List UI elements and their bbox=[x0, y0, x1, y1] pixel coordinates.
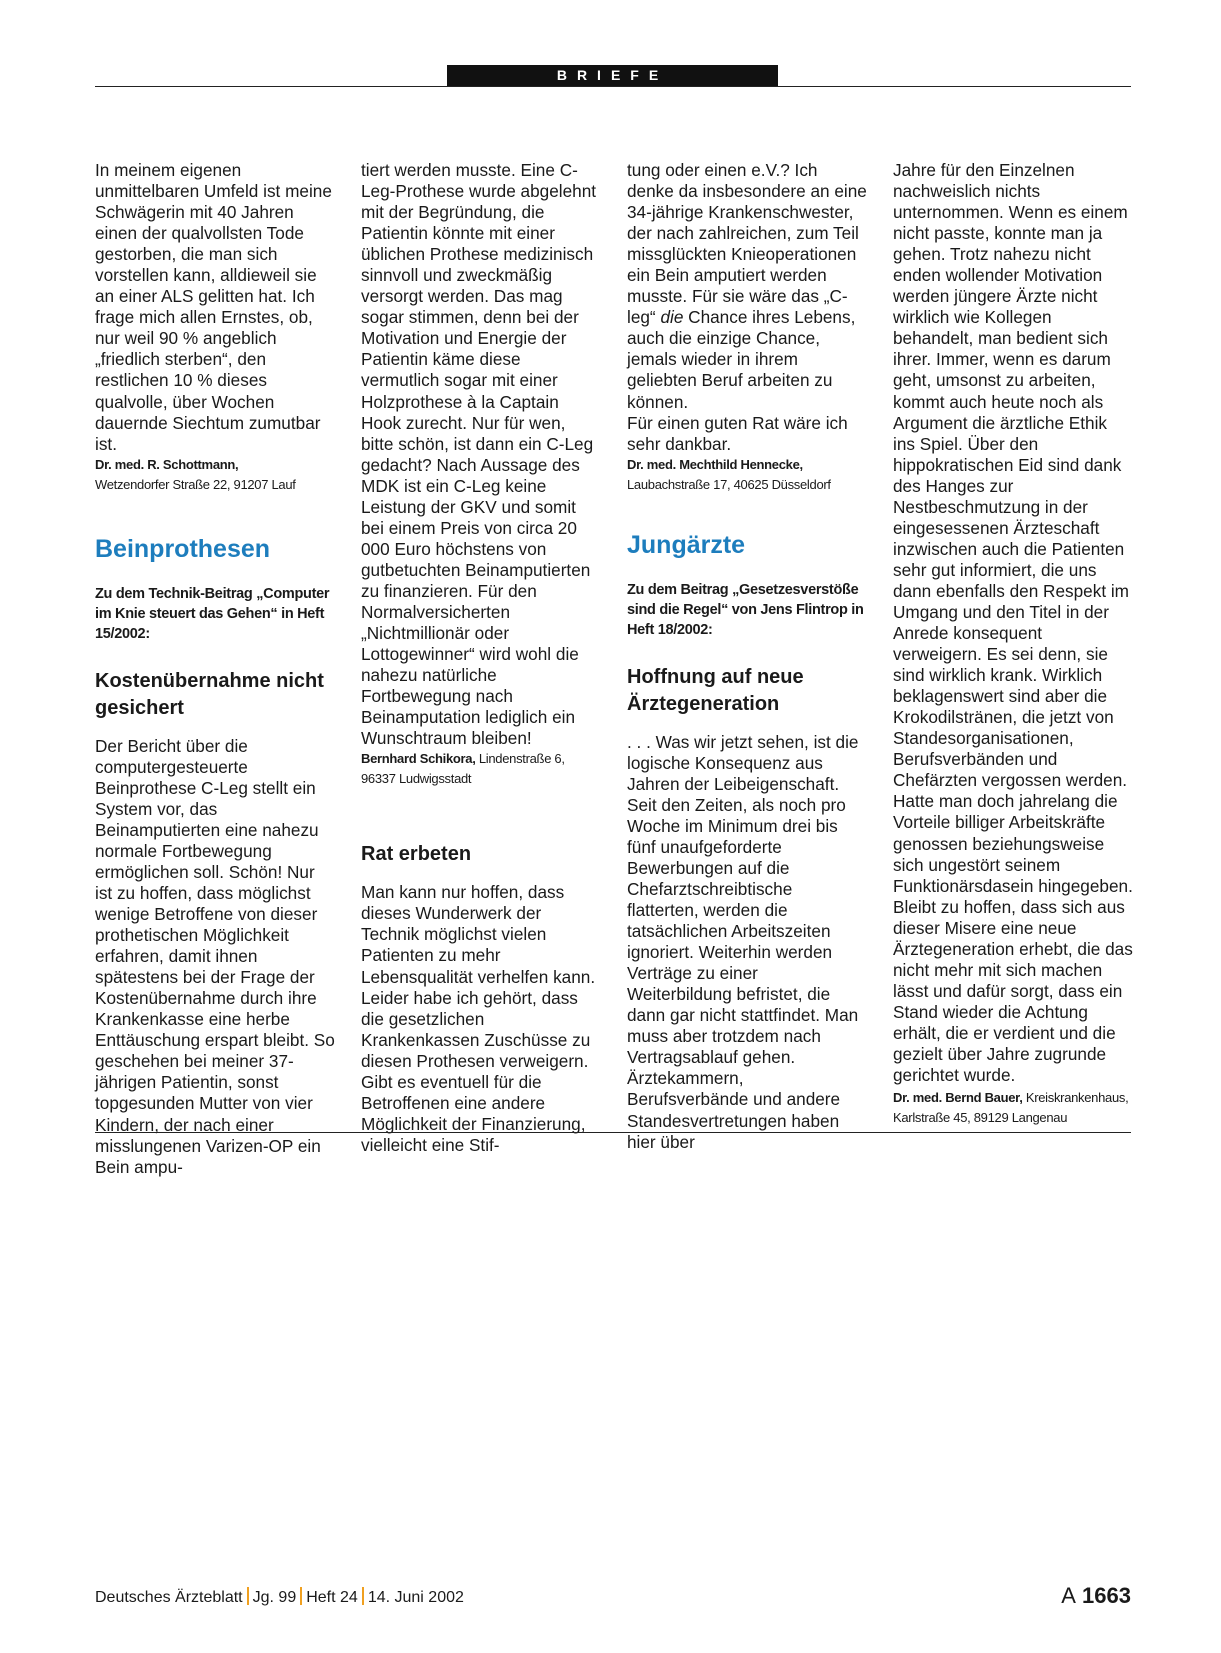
column-1 bbox=[95, 160, 335, 1178]
signature-address: Laubachstraße 17, 40625 Düsseldorf bbox=[627, 476, 831, 492]
letter-signature bbox=[893, 1088, 1133, 1128]
footer-separator bbox=[300, 1587, 302, 1605]
journal-name: Deutsches Ärzteblatt bbox=[95, 1589, 243, 1606]
section-title: Jungärzte bbox=[627, 530, 746, 559]
header-rule bbox=[95, 86, 1131, 87]
footer-separator bbox=[247, 1587, 249, 1605]
issue: Heft 24 bbox=[306, 1589, 358, 1606]
column-4 bbox=[893, 160, 1133, 1128]
letter-paragraph: Für einen guten Rat wäre ich sehr dankbar. bbox=[627, 412, 848, 454]
signature-name: Dr. med. R. Schottmann, bbox=[95, 456, 239, 472]
signature-name: Dr. med. Mechthild Hennecke, bbox=[627, 456, 803, 472]
letter-signature bbox=[361, 749, 601, 789]
letter-signature bbox=[627, 455, 867, 495]
signature-name: Dr. med. Bernd Bauer, bbox=[893, 1090, 1023, 1106]
signature-name: Bernhard Schikora, bbox=[361, 751, 476, 767]
paragraph-text: Chance ihres Lebens, auch die einzige Chance, jemals wieder in ihrem geliebten Beruf arbeiten zu können. bbox=[627, 307, 856, 412]
column-3 bbox=[627, 160, 867, 1153]
signature-address: Kreiskrankenhaus, Karlstraße 45, 89129 Langenau bbox=[893, 1090, 1129, 1126]
letter-paragraph: Man kann nur hoffen, dass dieses Wunderwerk der Technik möglichst vielen Patienten zu mehr Lebensqualität verhelfen kann. Leider habe ich gehört, dass die gesetzlichen Krankenkassen Zuschüsse zu diesen Prothesen verweigern. Gibt es eventuell für die Betroffenen eine andere Möglichkeit der Finanzierung, vielleicht eine Stif- bbox=[361, 882, 596, 1155]
footer-separator bbox=[362, 1587, 364, 1605]
letter-paragraph: tiert werden musste. Eine C-Leg-Prothese wurde abgelehnt mit der Begründung, die Patientin könnte mit einer üblichen Prothese medizinisch sinnvoll und zweckmäßig versorgt werden. Das mag sogar stimmen, denn bei der Motivation und Energie der Patientin käme diese vermutlich sogar mit einer Holzprothese à la Captain Hook zurecht. Nur für wen, bitte schön, ist dann ein C-Leg gedacht? Nach Aussage des MDK ist ein C-Leg keine Leistung der GKV und somit bei einem Preis von circa 20 000 Euro höchstens von gutbetuchten Beinamputierten zu finanzieren. Für den Normalversicherten „Nichtmillionär oder Lottogewinner“ wird wohl die nahezu natürliche Fortbewegung nach Beinamputation lediglich ein Wunschtraum bleiben! bbox=[361, 160, 597, 749]
letter-paragraph: Jahre für den Einzelnen nachweislich nichts unternommen. Wenn es einem nicht passte, konnte man ja gehen. Trotz nahezu nicht enden wollender Motivation werden jüngere Ärzte nicht wirklich wie Kollegen behandelt, man bedient sich ihrer. Immer, wenn es darum geht, umsonst zu arbeiten, kommt auch heute noch als Argument die ärztliche Ethik ins Spiel. Über den hippokratischen Eid sind dank des Hanges zur Nestbeschmutzung in der eingesessenen Ärzteschaft inzwischen auch die Patienten sehr gut informiert, die uns dann ebenfalls den Respekt im Umgang und den Titel in der Anrede konsequent verweigern. Es sei denn, sie sind wirklich krank. Wirklich beklagenswert sind aber die Krokodilstränen, die jetzt von Standesorganisationen, Berufsverbänden und Chefärzten vergossen werden. Hatte man doch jahrelang die Vorteile billiger Arbeitskräfte genossen beziehungsweise sich ungestört seinem Funktionärsdasein hingegeben. Bleibt zu hoffen, dass sich aus dieser Misere eine neue Ärztegeneration erhebt, die das nicht mehr mit sich machen lässt und dafür sorgt, dass ein Stand wieder die Achtung erhält, die er verdient und die gezielt über Jahre zugrunde gerichtet wurde. bbox=[893, 160, 1133, 1086]
letter-paragraph: Der Bericht über die computergesteuerte Beinprothese C-Leg stellt ein System vor, das Beinamputierten eine nahezu normale Fortbewegung ermöglichen soll. Schön! Nur ist zu hoffen, dass möglichst wenige Betroffene von dieser prothetischen Möglichkeit erfahren, damit ihnen spätestens bei der Frage der Kostenübernahme durch ihre Krankenkasse eine herbe Enttäuschung erspart bleibt. So geschehen bei meiner 37-jährigen Patientin, sonst topgesunden Mutter von vier Kindern, der nach einer misslungenen Varizen-OP ein Bein ampu- bbox=[95, 735, 335, 1177]
page-prefix: A bbox=[1061, 1583, 1076, 1608]
article-reference: Zu dem Beitrag „Gesetzesverstöße sind die Regel“ von Jens Flintrop in Heft 18/2002: bbox=[627, 581, 864, 638]
footer bbox=[95, 1587, 464, 1608]
volume: Jg. 99 bbox=[252, 1589, 297, 1606]
letter-paragraph: . . . Was wir jetzt sehen, ist die logische Konsequenz aus Jahren der Leibeigenschaft. Seit den Zeiten, als noch pro Woche im Minimum drei bis fünf unaufgeforderte Bewerbungen auf die Chefarztschreibtische flatterten, werden die tatsächlichen Arbeitszeiten ignoriert. Weiterhin werden Verträge zu einer Weiterbildung befristet, die dann gar nicht stattfindet. Man muss aber trotzdem nach Vertragsablauf gehen. Ärztekammern, Berufsverbände und andere Standesvertretungen haben hier über bbox=[627, 731, 859, 1152]
letter-signature bbox=[95, 455, 335, 495]
letter-headline: Kostenübernahme nicht gesichert bbox=[95, 669, 324, 719]
page-number bbox=[1061, 1584, 1131, 1608]
letter-headline: Hoffnung auf neue Ärztegeneration bbox=[627, 665, 804, 715]
section-header: BRIEFE bbox=[447, 65, 778, 86]
paragraph-text: tung oder einen e.V.? Ich denke da insbesondere an eine 34-jährige Krankenschwester, der nach zahlreichen, zum Teil missglückten Knieoperationen ein Bein amputiert werden musste. Für sie wäre das „C-leg“ bbox=[627, 160, 867, 328]
signature-address: Lindenstraße 6, 96337 Ludwigsstadt bbox=[361, 751, 565, 787]
letter-paragraph: In meinem eigenen unmittelbaren Umfeld ist meine Schwägerin mit 40 Jahren einen der qualvollsten Tode gestorben, die man sich vorstellen kann, alldieweil sie an einer ALS gelitten hat. Ich frage mich allen Ernstes, ob, nur weil 90 % angeblich „friedlich sterben“, den restlichen 10 % dieses qualvolle, über Wochen dauernde Siechtum zumutbar ist. bbox=[95, 160, 332, 454]
emphasis-text: die bbox=[660, 307, 684, 328]
signature-address: Wetzendorfer Straße 22, 91207 Lauf bbox=[95, 476, 296, 492]
bottom-rule bbox=[95, 1132, 1131, 1133]
letter-paragraph bbox=[627, 160, 867, 413]
letter-headline: Rat erbeten bbox=[361, 843, 472, 866]
column-2 bbox=[361, 160, 601, 1156]
issue-date: 14. Juni 2002 bbox=[367, 1589, 464, 1606]
section-title: Beinprothesen bbox=[95, 534, 271, 563]
page-number-value: 1663 bbox=[1082, 1583, 1131, 1608]
article-reference: Zu dem Technik-Beitrag „Computer im Knie steuert das Gehen“ in Heft 15/2002: bbox=[95, 585, 330, 642]
